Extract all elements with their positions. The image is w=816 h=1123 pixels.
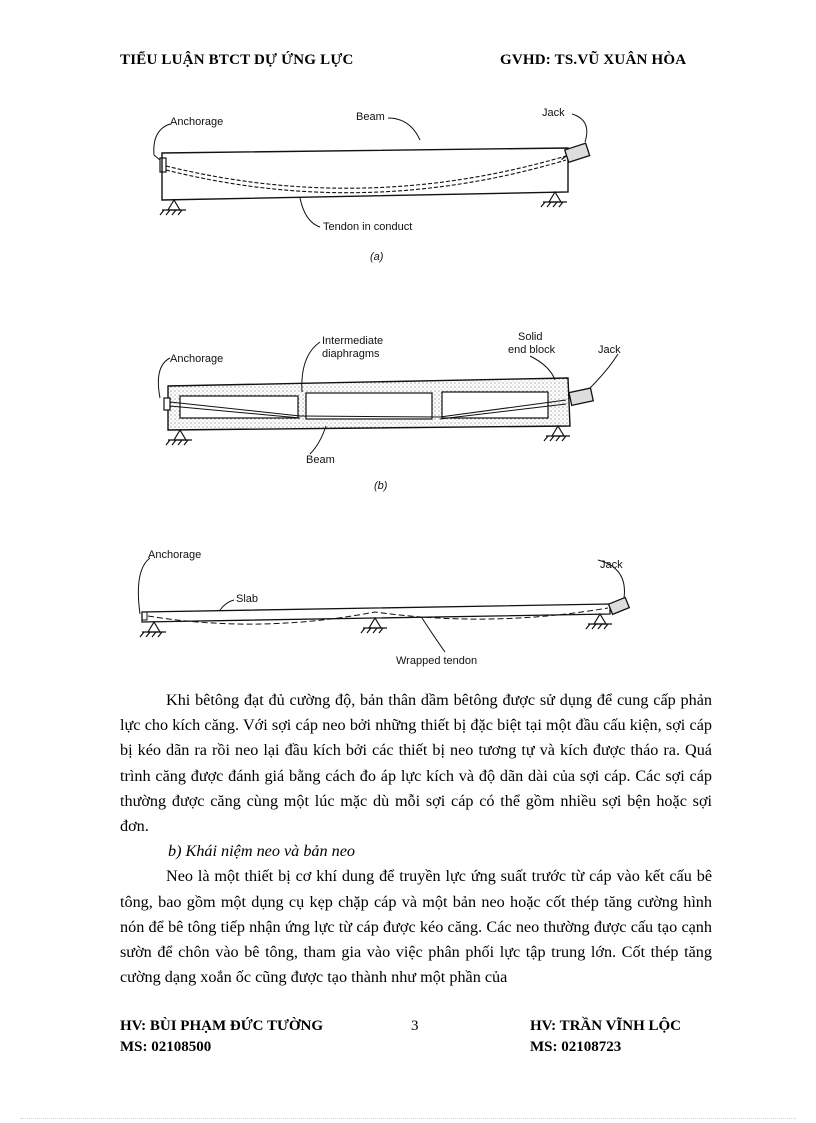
- label-jack-a: Jack: [542, 107, 565, 119]
- anchorage-plate-a: [160, 158, 166, 172]
- figure-a: [130, 100, 650, 270]
- paragraph-2: Neo là một thiết bị cơ khí dung để truyền lực ứng suất trước từ cáp vào kết cấu bê tông, bao gồm một dụng cụ kẹp chặp cáp và một bản neo hoặc cốt thép tăng cường hình nón để bê tông tiếp nhận ứng lực từ cáp được kéo căng. Các neo thường được cấu tạo cạnh sườn để chôn vào bê tông, tham gia vào việc phân phối lực tập trung lớn. Cốt thép tăng cường dạng xoắn ốc cũng được tạo thành như một phần của: [120, 867, 712, 987]
- support-right-c: [586, 614, 612, 629]
- support-right-a: [541, 192, 567, 207]
- void-2: [306, 393, 432, 419]
- footer-right-id: MS: 02108723: [530, 1039, 622, 1055]
- footer-left: [120, 1016, 323, 1058]
- label-anchorage-c: Anchorage: [148, 549, 202, 561]
- figure-a-drawing: [130, 100, 650, 270]
- tendon-a: [166, 156, 566, 188]
- support-left-c: [140, 622, 166, 637]
- header-advisor: GVHD: TS.VŨ XUÂN HÒA: [500, 52, 687, 68]
- figure-c-drawing: [130, 540, 650, 680]
- figure-b-drawing: [130, 326, 650, 496]
- support-left-a: [160, 200, 186, 215]
- anchorage-plate-b: [164, 398, 170, 410]
- figure-b: [130, 326, 650, 496]
- support-right-b: [544, 426, 570, 441]
- label-slab-c: Slab: [236, 593, 259, 605]
- support-mid-c: [361, 618, 387, 633]
- paragraph-1: Khi bêtông đạt đủ cường độ, bản thân dầm bêtông được sử dụng để cung cấp phản lực cho kích căng. Với sợi cáp neo bởi những thiết bị đặc biệt tại một đầu cấu kiện, sợi cáp bị kéo dãn ra rồi neo lại đầu kích bởi các thiết bị neo tương tự và kích được tháo ra. Quá trình căng được đánh giá bằng cách đo áp lực kích và độ dãn dài của sợi cáp. Các sợi cáp thường được căng cùng một lúc mặc dù mỗi sợi cáp có thể gồm nhiều sợi bện hoặc sợi đơn.: [120, 691, 712, 836]
- figure-c: [130, 540, 650, 680]
- footer-right-name: HV: TRẦN VĨNH LỘC: [530, 1018, 682, 1034]
- caption-a: (a): [370, 251, 384, 263]
- label-beam-b: Beam: [306, 454, 335, 466]
- label-beam-a: Beam: [356, 111, 385, 123]
- page-number: 3: [411, 1018, 419, 1034]
- footer-right: [530, 1016, 681, 1058]
- label-jack-c: Jack: [600, 559, 623, 571]
- page-edge-divider: [20, 1118, 796, 1119]
- label-jack-b: Jack: [598, 344, 621, 356]
- label-intermediate-b-1: Intermediate: [322, 335, 384, 347]
- body-text: [120, 688, 712, 990]
- label-intermediate-b-2: diaphragms: [322, 348, 380, 360]
- label-anchorage-b: Anchorage: [170, 353, 224, 365]
- subheading-b: b) Khái niệm neo và bản neo: [168, 842, 356, 861]
- support-left-b: [166, 430, 192, 445]
- label-solid-b-2: end block: [508, 344, 556, 356]
- footer-left-id: MS: 02108500: [120, 1039, 212, 1055]
- jack-b: [569, 388, 593, 405]
- footer-left-name: HV: BÙI PHẠM ĐỨC TƯỜNG: [120, 1018, 324, 1034]
- header-title: TIỂU LUẬN BTCT DỰ ỨNG LỰC: [120, 52, 354, 68]
- label-anchorage-a: Anchorage: [170, 116, 224, 128]
- void-1: [180, 396, 298, 418]
- label-tendon-c: Wrapped tendon: [396, 655, 478, 667]
- label-solid-b-1: Solid: [518, 331, 543, 343]
- caption-b: (b): [374, 480, 388, 492]
- jack-c: [608, 597, 629, 614]
- label-tendon-a: Tendon in conduct: [323, 221, 413, 233]
